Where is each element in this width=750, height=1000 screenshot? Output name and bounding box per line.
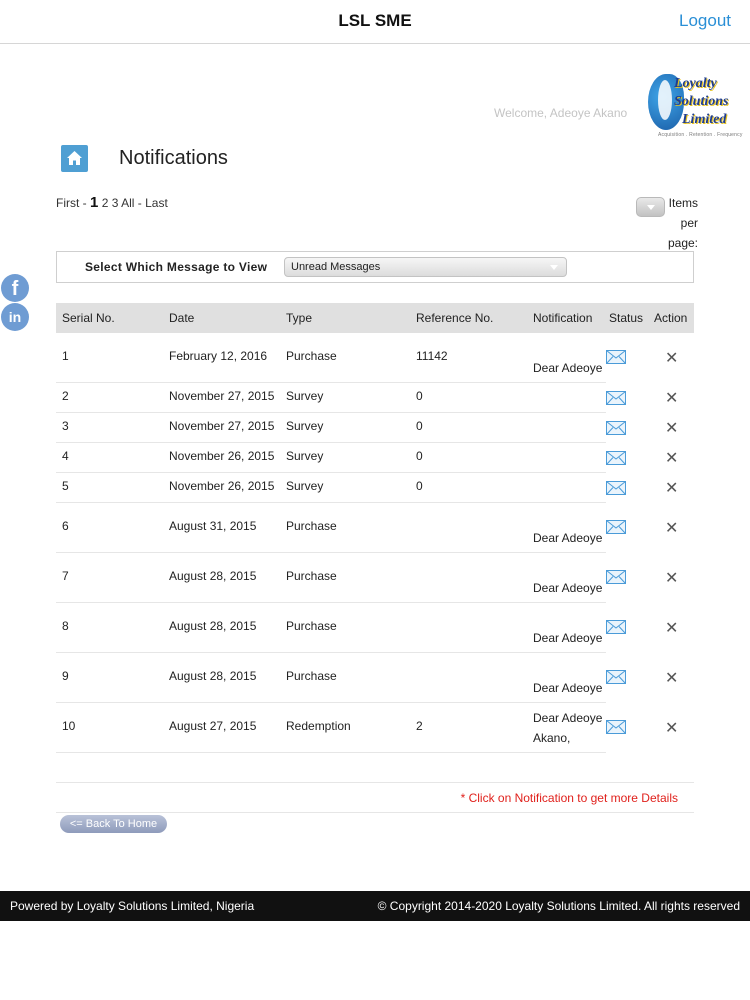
envelope-icon[interactable] (606, 481, 626, 495)
cell-serial: 1 (62, 349, 69, 363)
pagination (56, 194, 168, 211)
cell-type: Survey (286, 419, 324, 433)
cell-notification[interactable]: Dear Adeoye (533, 361, 603, 375)
cell-date: August 28, 2015 (169, 669, 257, 683)
pager-first[interactable]: First - (56, 196, 87, 210)
chevron-down-icon (647, 205, 655, 210)
cell-serial: 8 (62, 619, 69, 633)
col-status: Status (609, 311, 644, 325)
table-row[interactable] (56, 413, 679, 443)
close-icon[interactable]: ✕ (665, 480, 679, 497)
chevron-down-icon (550, 265, 558, 270)
cell-serial: 2 (62, 389, 69, 403)
company-logo (646, 70, 743, 140)
logout-link[interactable]: Logout (679, 11, 731, 30)
table-row[interactable] (56, 473, 679, 503)
cell-reference: 0 (416, 389, 423, 403)
logo-tagline: Acquisition . Retention . Frequency (658, 132, 743, 138)
close-icon[interactable]: ✕ (665, 670, 679, 687)
cell-type: Redemption (286, 719, 351, 733)
table-row[interactable] (56, 333, 679, 383)
cell-date: November 26, 2015 (169, 479, 275, 493)
info-text: * Click on Notification to get more Details (460, 791, 678, 805)
logo-line-3: Limited (682, 112, 727, 127)
col-date: Date (169, 311, 195, 325)
table-row[interactable] (56, 603, 679, 653)
message-type-value: Unread Messages (291, 261, 381, 273)
cell-notification[interactable]: Dear Adeoye (533, 681, 603, 695)
message-type-select[interactable] (284, 257, 567, 277)
table-row[interactable] (56, 553, 679, 603)
divider (56, 812, 694, 813)
table-row[interactable] (56, 653, 679, 703)
envelope-icon[interactable] (606, 391, 626, 405)
table-row[interactable] (56, 703, 679, 753)
envelope-icon[interactable] (606, 350, 626, 364)
welcome-message: Welcome, Adeoye Akano (494, 106, 628, 120)
cell-serial: 3 (62, 419, 69, 433)
home-icon[interactable] (61, 145, 88, 172)
cell-date: August 28, 2015 (169, 619, 257, 633)
cell-date: November 27, 2015 (169, 389, 275, 403)
pager-page-3[interactable]: 3 (111, 196, 119, 210)
cell-reference: 2 (416, 719, 423, 733)
close-icon[interactable]: ✕ (665, 520, 679, 537)
cell-serial: 6 (62, 519, 69, 533)
close-icon[interactable]: ✕ (665, 620, 679, 637)
cell-notification[interactable]: Dear Adeoye (533, 711, 603, 725)
cell-date: August 28, 2015 (169, 569, 257, 583)
cell-serial: 4 (62, 449, 69, 463)
envelope-icon[interactable] (606, 720, 626, 734)
cell-reference: 0 (416, 449, 423, 463)
close-icon[interactable]: ✕ (665, 420, 679, 437)
message-filter (56, 251, 694, 283)
footer-copyright: © Copyright 2014-2020 Loyalty Solutions Limited. All rights reserved (377, 899, 740, 913)
cell-reference: 11142 (416, 349, 448, 363)
col-reference: Reference No. (416, 311, 494, 325)
cell-type: Purchase (286, 669, 337, 683)
envelope-icon[interactable] (606, 670, 626, 684)
cell-type: Survey (286, 449, 324, 463)
col-type: Type (286, 311, 313, 325)
cell-date: November 27, 2015 (169, 419, 275, 433)
envelope-icon[interactable] (606, 620, 626, 634)
cell-notification[interactable]: Dear Adeoye (533, 531, 603, 545)
items-per-page-label: Items per page: (667, 196, 698, 250)
cell-serial: 9 (62, 669, 69, 683)
close-icon[interactable]: ✕ (665, 390, 679, 407)
cell-type: Survey (286, 389, 324, 403)
col-action: Action (654, 311, 688, 325)
table-row[interactable] (56, 443, 679, 473)
envelope-icon[interactable] (606, 421, 626, 435)
col-serial: Serial No. (62, 311, 115, 325)
table-row[interactable] (56, 503, 679, 553)
cell-notification-cont[interactable]: Akano, (533, 731, 571, 745)
cell-notification[interactable]: Dear Adeoye (533, 631, 603, 645)
logo-line-1: Loyalty (674, 76, 717, 91)
pager-current: 1 (90, 194, 99, 211)
top-bar (0, 0, 750, 44)
cell-serial: 10 (62, 719, 76, 733)
pager-last[interactable]: - Last (137, 196, 168, 210)
page-title: Notifications (119, 147, 228, 169)
cell-type: Purchase (286, 569, 337, 583)
close-icon[interactable]: ✕ (665, 720, 679, 737)
cell-date: August 31, 2015 (169, 519, 257, 533)
cell-type: Purchase (286, 349, 337, 363)
cell-notification[interactable]: Dear Adeoye (533, 581, 603, 595)
cell-reference: 0 (416, 479, 423, 493)
back-to-home-button[interactable]: <= Back To Home (60, 815, 167, 833)
table-header (56, 303, 694, 333)
close-icon[interactable]: ✕ (665, 570, 679, 587)
pager-page-2[interactable]: 2 (101, 196, 109, 210)
cell-date: February 12, 2016 (169, 349, 268, 363)
logo-line-2: Solutions (674, 94, 729, 109)
cell-serial: 5 (62, 479, 69, 493)
app-title: LSL SME (338, 11, 412, 30)
cell-reference: 0 (416, 419, 423, 433)
close-icon[interactable]: ✕ (665, 450, 679, 467)
cell-type: Purchase (286, 619, 337, 633)
footer (0, 891, 750, 921)
cell-type: Survey (286, 479, 324, 493)
filter-label: Select Which Message to View (85, 260, 268, 274)
envelope-icon[interactable] (606, 520, 626, 534)
linkedin-icon[interactable]: in (1, 303, 29, 331)
envelope-icon[interactable] (606, 451, 626, 465)
facebook-icon[interactable]: f (1, 274, 29, 302)
cell-serial: 7 (62, 569, 69, 583)
footer-powered-by: Powered by Loyalty Solutions Limited, Nigeria (10, 899, 255, 913)
cell-date: August 27, 2015 (169, 719, 257, 733)
cell-date: November 26, 2015 (169, 449, 275, 463)
col-notification: Notification (533, 311, 593, 325)
divider (56, 782, 694, 783)
pager-all[interactable]: All (121, 196, 135, 210)
envelope-icon[interactable] (606, 570, 626, 584)
table-row[interactable] (56, 383, 679, 413)
cell-type: Purchase (286, 519, 337, 533)
close-icon[interactable]: ✕ (665, 350, 679, 367)
